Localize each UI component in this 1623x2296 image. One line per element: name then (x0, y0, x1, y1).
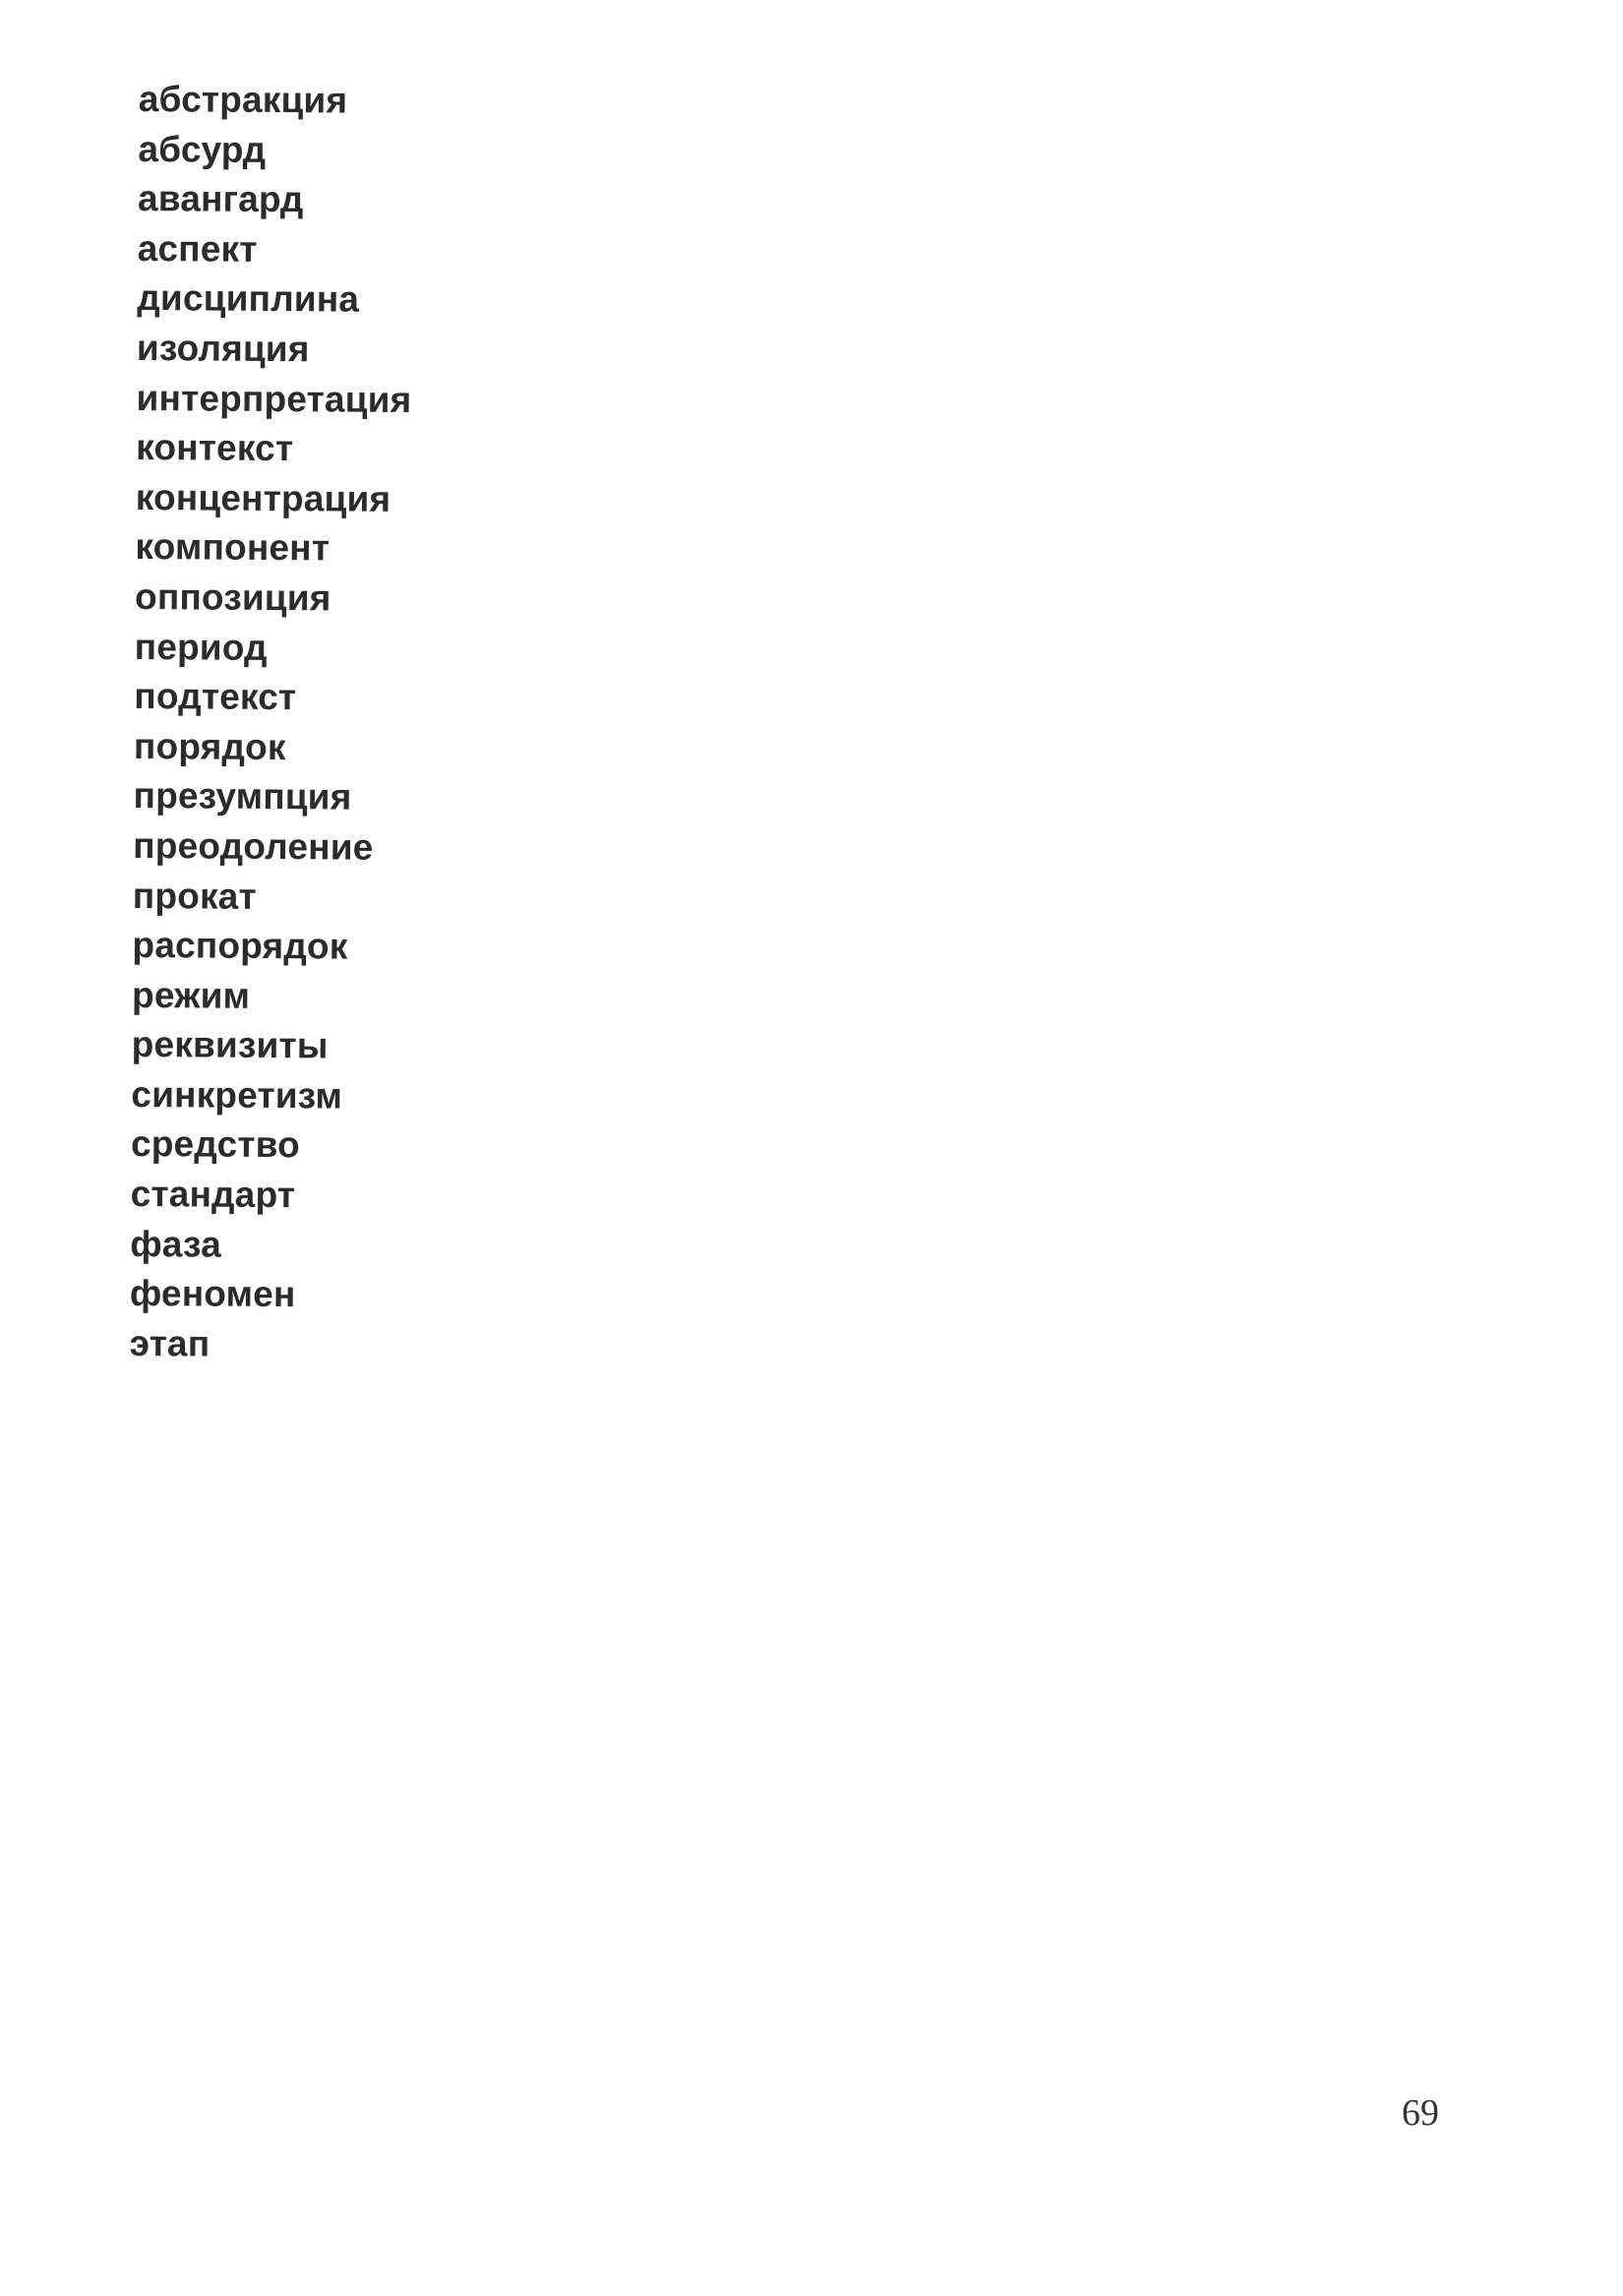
list-item: феномен (129, 1273, 296, 1315)
list-item: синкретизм (131, 1073, 343, 1117)
list-item: дисциплина (137, 277, 360, 321)
list-item: реквизиты (131, 1024, 329, 1066)
page-number: 69 (1402, 2092, 1439, 2134)
list-item: режим (131, 974, 251, 1016)
list-item: презумпция (133, 775, 352, 817)
list-item: аспект (137, 227, 258, 270)
list-item: абсурд (138, 128, 267, 170)
list-item: изоляция (136, 327, 310, 370)
list-item: этап (129, 1322, 210, 1364)
list-item: интерпретация (136, 377, 412, 420)
vocabulary-list (129, 75, 413, 1370)
list-item: авангард (137, 178, 304, 220)
list-item: прокат (132, 875, 258, 917)
list-item: стандарт (130, 1174, 296, 1216)
list-item: контекст (136, 427, 294, 469)
list-item: компонент (135, 526, 331, 569)
list-item: период (134, 626, 268, 668)
list-item: распорядок (132, 925, 348, 967)
list-item: подтекст (134, 676, 297, 718)
list-item: концентрация (135, 476, 391, 519)
list-item: абстракция (138, 78, 348, 121)
list-item: порядок (133, 725, 286, 767)
list-item: средство (130, 1123, 301, 1166)
list-item: оппозиция (134, 575, 331, 619)
list-item: преодоление (133, 824, 374, 868)
list-item: фаза (130, 1223, 222, 1265)
